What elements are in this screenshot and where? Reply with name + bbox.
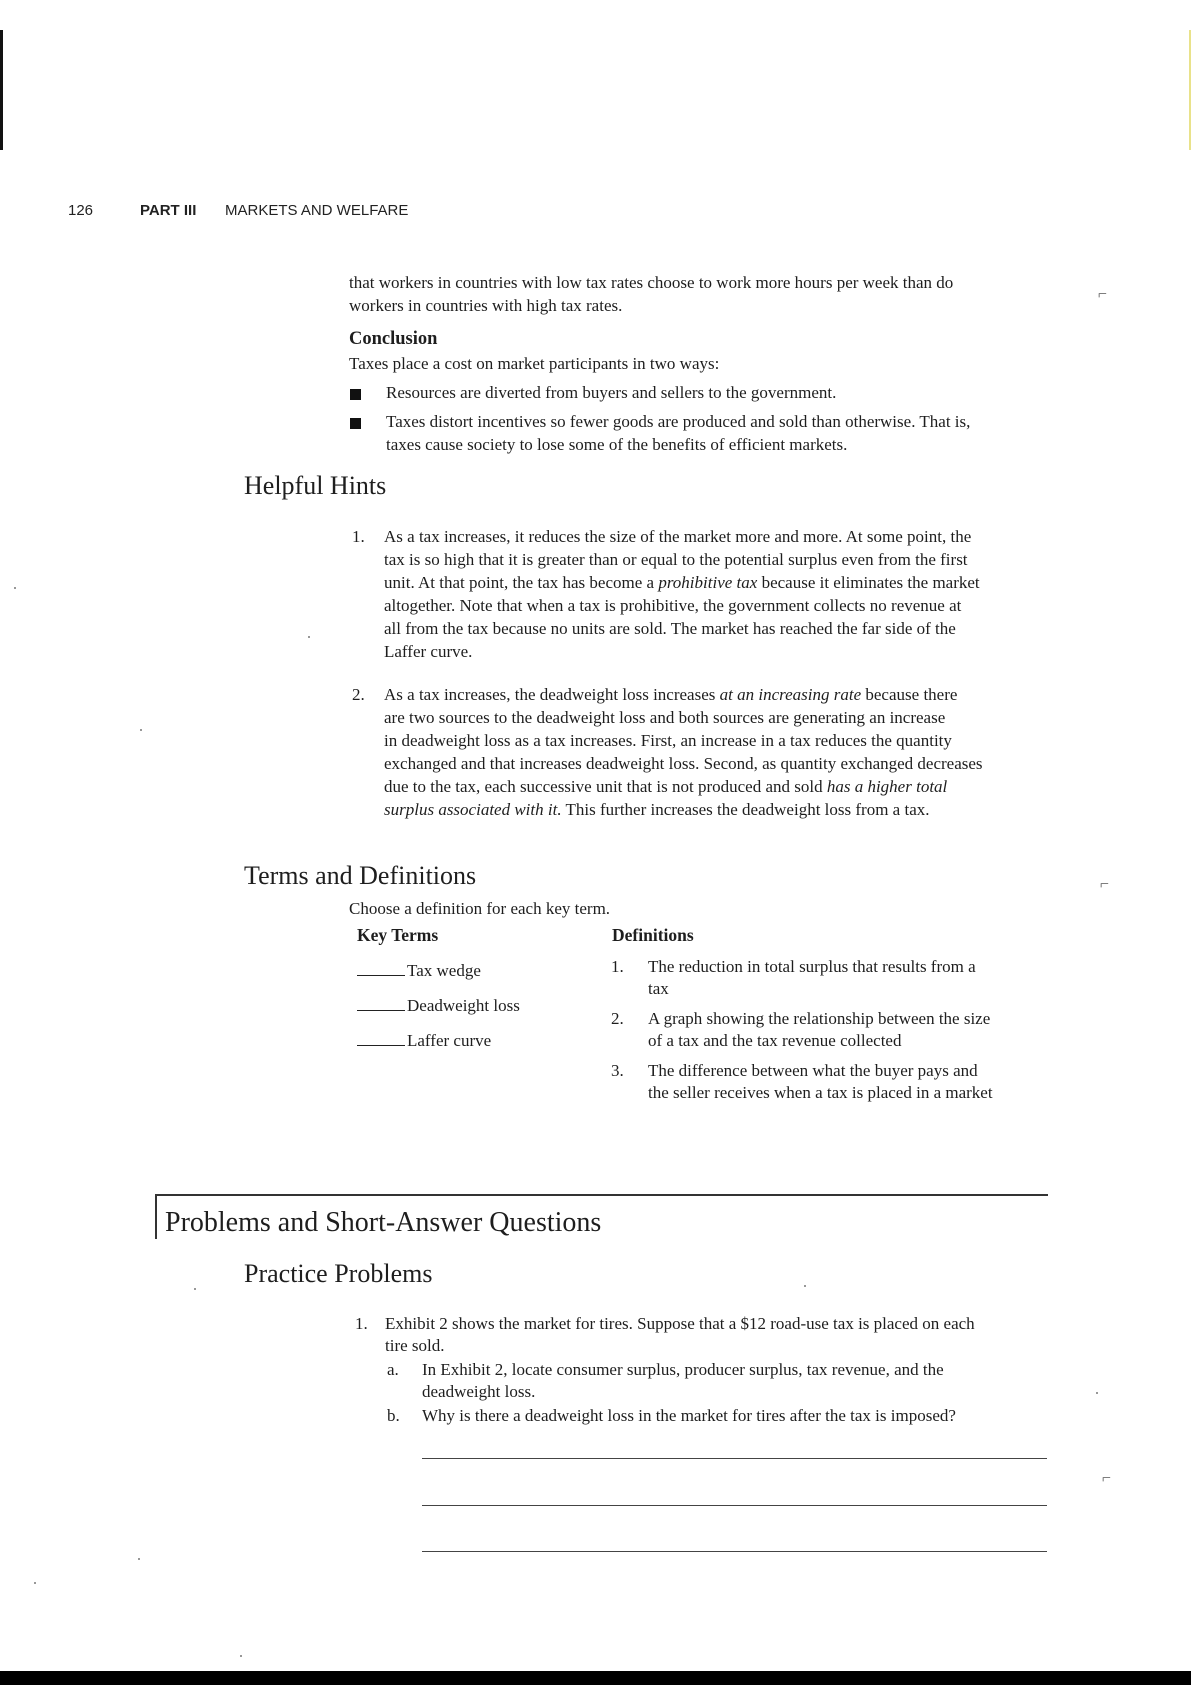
hint-line: altogether. Note that when a tax is prohibitive, the government collects no revenue at [384, 596, 962, 615]
hint-line: all from the tax because no units are sold. The market has reached the far side of the [384, 619, 956, 638]
definition-text [648, 956, 1061, 1000]
definition-number: 3. [611, 1061, 624, 1080]
subpart-line: deadweight loss. [422, 1382, 536, 1401]
part-label: PART III [140, 202, 197, 219]
definition-line: The reduction in total surplus that results from a [648, 957, 976, 976]
key-term-row [357, 996, 520, 1016]
definition-line: of a tax and the tax revenue collected [648, 1031, 902, 1050]
hint-text-run: because it eliminates the market [757, 573, 980, 592]
definition-number: 1. [611, 957, 624, 976]
hint-line [384, 571, 1050, 594]
scan-speck [1096, 1392, 1098, 1394]
scan-speck [308, 636, 310, 638]
problem-line: Exhibit 2 shows the market for tires. Suppose that a $12 road-use tax is placed on each [385, 1314, 975, 1333]
bullet-square-icon [350, 418, 361, 429]
subpart-line: In Exhibit 2, locate consumer surplus, producer surplus, tax revenue, and the [422, 1360, 944, 1379]
problems-title: Problems and Short-Answer Questions [165, 1207, 602, 1238]
hint-item [352, 525, 1052, 665]
section-rule [155, 1194, 1048, 1196]
hint-line: As a tax increases, it reduces the size of the market more and more. At some point, the [384, 527, 972, 546]
hint-number: 1. [352, 527, 365, 546]
key-terms-heading: Key Terms [357, 925, 439, 945]
scan-edge-left [0, 30, 3, 150]
page-number: 126 [68, 202, 94, 219]
definition-text [648, 1060, 1061, 1104]
problem-text [385, 1313, 975, 1357]
scan-mark: ⌐ [1098, 286, 1108, 303]
hint-emphasis: prohibitive tax [658, 573, 758, 592]
problem-line: tire sold. [385, 1336, 445, 1355]
part-title: MARKETS AND WELFARE [225, 202, 409, 219]
helpful-hints-title: Helpful Hints [244, 471, 387, 500]
scan-edge-bottom [0, 1671, 1191, 1685]
definition-item [611, 1008, 1061, 1052]
terms-title: Terms and Definitions [244, 861, 477, 890]
definition-text [648, 1008, 1061, 1052]
answer-blank[interactable] [357, 1010, 405, 1011]
hint-line: Laffer curve. [384, 642, 473, 661]
key-term: Tax wedge [407, 961, 481, 980]
answer-line[interactable] [422, 1505, 1047, 1506]
hint-line [384, 798, 1050, 821]
hint-text-run: As a tax increases, the deadweight loss increases [384, 685, 720, 704]
answer-blank[interactable] [357, 1045, 405, 1046]
definition-line: A graph showing the relationship between the size [648, 1009, 991, 1028]
scan-mark: ⌐ [1102, 1470, 1112, 1487]
bullet-line: Taxes distort incentives so fewer goods are produced and sold than otherwise. That is, [386, 412, 971, 431]
hint-text [384, 525, 1050, 663]
hint-line: tax is so high that it is greater than or equal to the potential surplus even from the first [384, 550, 968, 569]
bullet-square-icon [350, 389, 361, 400]
hint-item [352, 683, 1052, 823]
answer-line[interactable] [422, 1551, 1047, 1552]
definition-number: 2. [611, 1009, 624, 1028]
hint-text [384, 683, 1050, 821]
definitions-heading: Definitions [612, 925, 694, 945]
terms-instruction: Choose a definition for each key term. [349, 899, 611, 918]
hint-line [384, 775, 1050, 798]
subpart-label: b. [387, 1406, 400, 1425]
key-term: Deadweight loss [407, 996, 520, 1015]
conclusion-bullet-2 [386, 410, 970, 456]
problem-number: 1. [355, 1314, 368, 1333]
intro-line: that workers in countries with low tax rates choose to work more hours per week than do [349, 273, 954, 292]
intro-paragraph [349, 271, 953, 317]
hint-emphasis: at an increasing rate [719, 685, 862, 704]
hint-text-run: unit. At that point, the tax has become a [384, 573, 659, 592]
scan-speck [194, 1288, 196, 1290]
bullet-line: taxes cause society to lose some of the benefits of efficient markets. [386, 435, 848, 454]
conclusion-bullet-1: Resources are diverted from buyers and sellers to the government. [386, 383, 837, 402]
scan-mark: ⌐ [1100, 876, 1110, 893]
hint-number: 2. [352, 685, 365, 704]
answer-blank[interactable] [357, 975, 405, 976]
section-rule-left [155, 1194, 157, 1239]
definition-item [611, 1060, 1061, 1104]
practice-problems-title: Practice Problems [244, 1259, 433, 1288]
hint-line: are two sources to the deadweight loss and both sources are generating an increase [384, 708, 946, 727]
hint-line [384, 683, 1050, 706]
subpart-text [422, 1359, 944, 1403]
hint-emphasis: has a higher total [826, 777, 948, 796]
scan-speck [804, 1285, 806, 1287]
key-term: Laffer curve [407, 1031, 492, 1050]
scan-speck [14, 587, 16, 589]
answer-line[interactable] [422, 1458, 1047, 1459]
hint-text-run: because there [861, 685, 958, 704]
hint-line: exchanged and that increases deadweight loss. Second, as quantity exchanged decreases [384, 754, 983, 773]
key-term-row [357, 1031, 491, 1051]
hint-line: in deadweight loss as a tax increases. First, an increase in a tax reduces the quantity [384, 731, 952, 750]
conclusion-heading: Conclusion [349, 329, 438, 349]
scan-speck [140, 729, 142, 731]
key-term-row [357, 961, 481, 981]
subpart-label: a. [387, 1360, 399, 1379]
hint-text-run: This further increases the deadweight loss from a tax. [561, 800, 930, 819]
definition-item [611, 956, 1061, 1000]
intro-line: workers in countries with high tax rates. [349, 296, 623, 315]
scan-speck [34, 1582, 36, 1584]
definition-line: the seller receives when a tax is placed in a market [648, 1083, 993, 1102]
definition-line: The difference between what the buyer pays and [648, 1061, 978, 1080]
conclusion-lead: Taxes place a cost on market participants in two ways: [349, 354, 720, 373]
definition-line: tax [648, 979, 669, 998]
hint-text-run: due to the tax, each successive unit that is not produced and sold [384, 777, 827, 796]
scan-speck [138, 1558, 140, 1560]
scan-speck [240, 1655, 242, 1657]
subpart-text: Why is there a deadweight loss in the market for tires after the tax is imposed? [422, 1406, 956, 1425]
hint-emphasis: surplus associated with it. [384, 800, 562, 819]
